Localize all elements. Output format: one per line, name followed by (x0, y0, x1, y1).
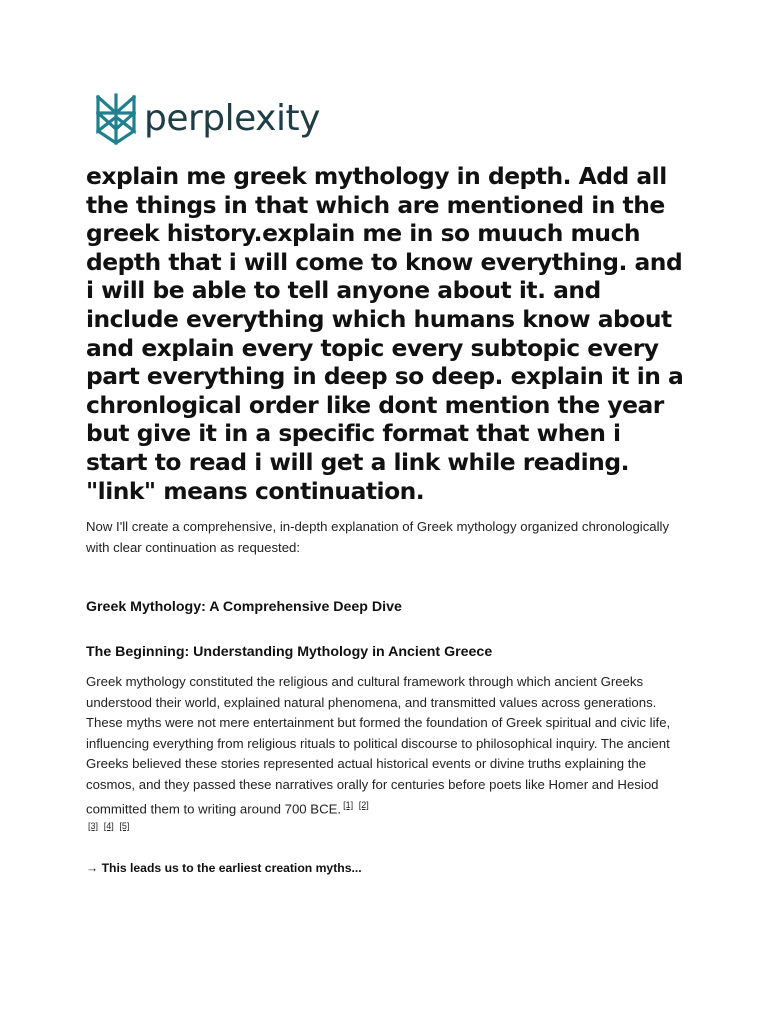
answer-title: Greek Mythology: A Comprehensive Deep Dive (86, 599, 402, 616)
section-heading: The Beginning: Understanding Mythology in Ancient Greece (86, 644, 493, 661)
citation-row (86, 820, 686, 835)
citation-link[interactable]: [5] (119, 821, 130, 832)
section-body-text: Greek mythology constituted the religious and cultural framework through which ancient Greeks understood their world, explained natural phenomena, and transmitted values across generations. These myths were not mere entertainment but formed the foundation of Greek spiritual and civic life, influencing everything from religious rituals to political discourse to philosophical inquiry. The ancient Greeks believed these stories represented actual historical events or divine truths explaining the cosmos, and they passed these narratives orally for centuries before poets like Homer and Hesiod committed them to writing around 700 BCE. (86, 674, 671, 817)
document-page (86, 88, 686, 875)
citation-link[interactable]: [2] (358, 800, 369, 811)
section-body (86, 672, 686, 820)
query-heading: explain me greek mythology in depth. Add all the things in that which are mentioned in the greek history.explain me in so muuch much depth that i will come to know everything. and i will be able to tell anyone about it. and include everything which humans know about and explain every topic every subtopic every part everything in deep so deep. explain it in a chronlogical order like dont mention the year but give it in a specific format that when i start to read i will get a link while reading. "link" means continuation. (86, 162, 684, 505)
citation-link[interactable]: [4] (103, 821, 114, 832)
brand-header (94, 88, 686, 150)
continuation-link[interactable]: → This leads us to the earliest creation myths... (86, 861, 362, 876)
brand-name: perplexity (144, 98, 320, 139)
answer-intro: Now I'll create a comprehensive, in-depth explanation of Greek mythology organized chronologically with clear continuation as requested: (86, 519, 670, 555)
perplexity-logo-icon (94, 93, 138, 145)
citation-link[interactable]: [3] (88, 821, 99, 832)
citation-link[interactable]: [1] (343, 800, 354, 811)
